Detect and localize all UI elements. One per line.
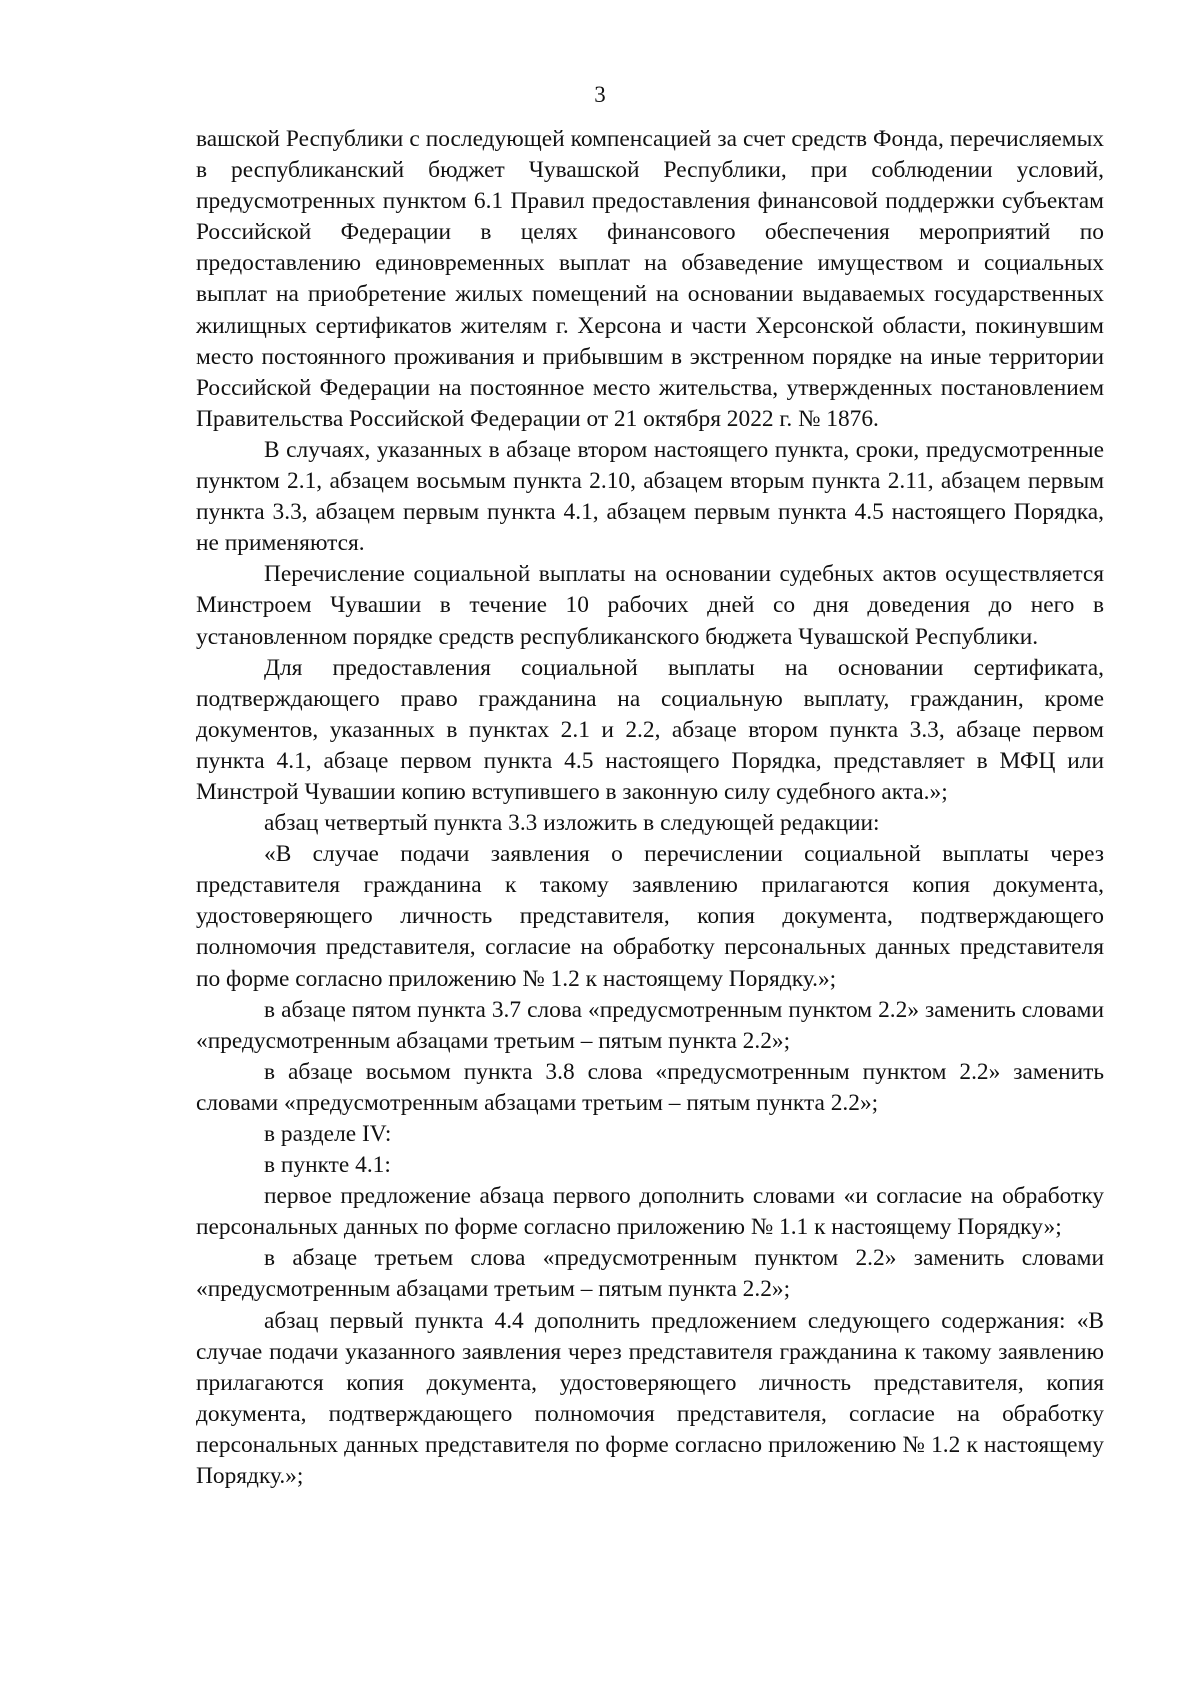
page-number: 3 [594, 82, 606, 107]
paragraph-amend-4-4: абзац первый пункта 4.4 дополнить предложением следующего содержания: «В случае подачи указанного заявления через представителя гражданина к такому заявлению прилагаются копия документа, удостоверяющего личность представителя, копия документа, подтверждающего полномочия представителя, согласие на обработку персональных данных представителя по форме согласно приложению № 1.2 к настоящему Порядку.»; [196, 1307, 1104, 1490]
paragraph-deadlines-not-applied: В случаях, указанных в абзаце втором настоящего пункта, сроки, предусмотренные пунктом 2.1, абзацем восьмым пункта 2.10, абзацем вторым пункта 2.11, абзацем первым пункта 3.3, абзацем первым пункта 4.1, абзацем первым пункта 4.5 настоящего Порядка, не применяются. [196, 436, 1104, 557]
paragraph-section-iv: в разделе IV: [264, 1121, 392, 1147]
paragraph-representative-3-3: «В случае подачи заявления о перечислении социальной выплаты через представителя гражданина к такому заявлению прилагаются копия документа, удостоверяющего личность представителя, копия документа, подтверждающего полномочия представителя, согласие на обработку персональных данных представителя по форме согласно приложению № 1.2 к настоящему Порядку.»; [196, 841, 1104, 992]
paragraph-certificate-documents: Для предоставления социальной выплаты на основании сертификата, подтверждающего право гражданина на социальную выплату, гражданин, кроме документов, указанных в пунктах 2.1 и 2.2, абзаце втором пункта 3.3, абзаце первом пункта 4.1, абзаце первом пункта 4.5 настоящего Порядка, представляет в МФЦ или Минстрой Чувашии копию вступившего в законную силу судебного акта.»; [196, 654, 1104, 805]
paragraph-continuation: вашской Республики с последующей компенсацией за счет средств Фонда, перечисляемых в республиканский бюджет Чувашской Республики, при соблюдении условий, предусмотренных пунктом 6.1 Правил предоставления финансовой поддержки субъектам Российской Федерации в целях финансового обеспечения мероприятий по предоставлению единовременных выплат на обзаведение имуществом и социальных выплат на приобретение жилых помещений на основании выдаваемых государственных жилищных сертификатов жителям г. Херсона и части Херсонской области, покинувшим место постоянного проживания и прибывшим в экстренном порядке на иные территории Российской Федерации на постоянное место жительства, утвержденных постановлением Правительства Российской Федерации от 21 октября 2022 г. № 1876. [196, 126, 1104, 432]
paragraph-amend-4-1-first: первое предложение абзаца первого дополнить словами «и согласие на обработку персональных данных по форме согласно приложению № 1.1 к настоящему Порядку»; [196, 1183, 1104, 1241]
paragraph-amend-4-1-third: в абзаце третьем слова «предусмотренным пунктом 2.2» заменить словами «предусмотренным абзацами третьим – пятым пункта 2.2»; [196, 1245, 1104, 1303]
document-body [196, 124, 1104, 1492]
paragraph-item-4-1: в пункте 4.1: [264, 1152, 391, 1179]
paragraph-transfer-court-acts: Перечисление социальной выплаты на основании судебных актов осуществляется Минстроем Чувашии в течение 10 рабочих дней со дня доведения до него в установленном порядке средств республиканского бюджета Чувашской Республики. [196, 561, 1104, 650]
paragraph-amend-3-7: в абзаце пятом пункта 3.7 слова «предусмотренным пунктом 2.2» заменить словами «предусмотренным абзацами третьим – пятым пункта 2.2»; [196, 996, 1104, 1054]
paragraph-amend-3-8: в абзаце восьмом пункта 3.8 слова «предусмотренным пунктом 2.2» заменить словами «предусмотренным абзацами третьим – пятым пункта 2.2»; [196, 1058, 1104, 1116]
paragraph-amend-3-3: абзац четвертый пункта 3.3 изложить в следующей редакции: [264, 810, 880, 837]
